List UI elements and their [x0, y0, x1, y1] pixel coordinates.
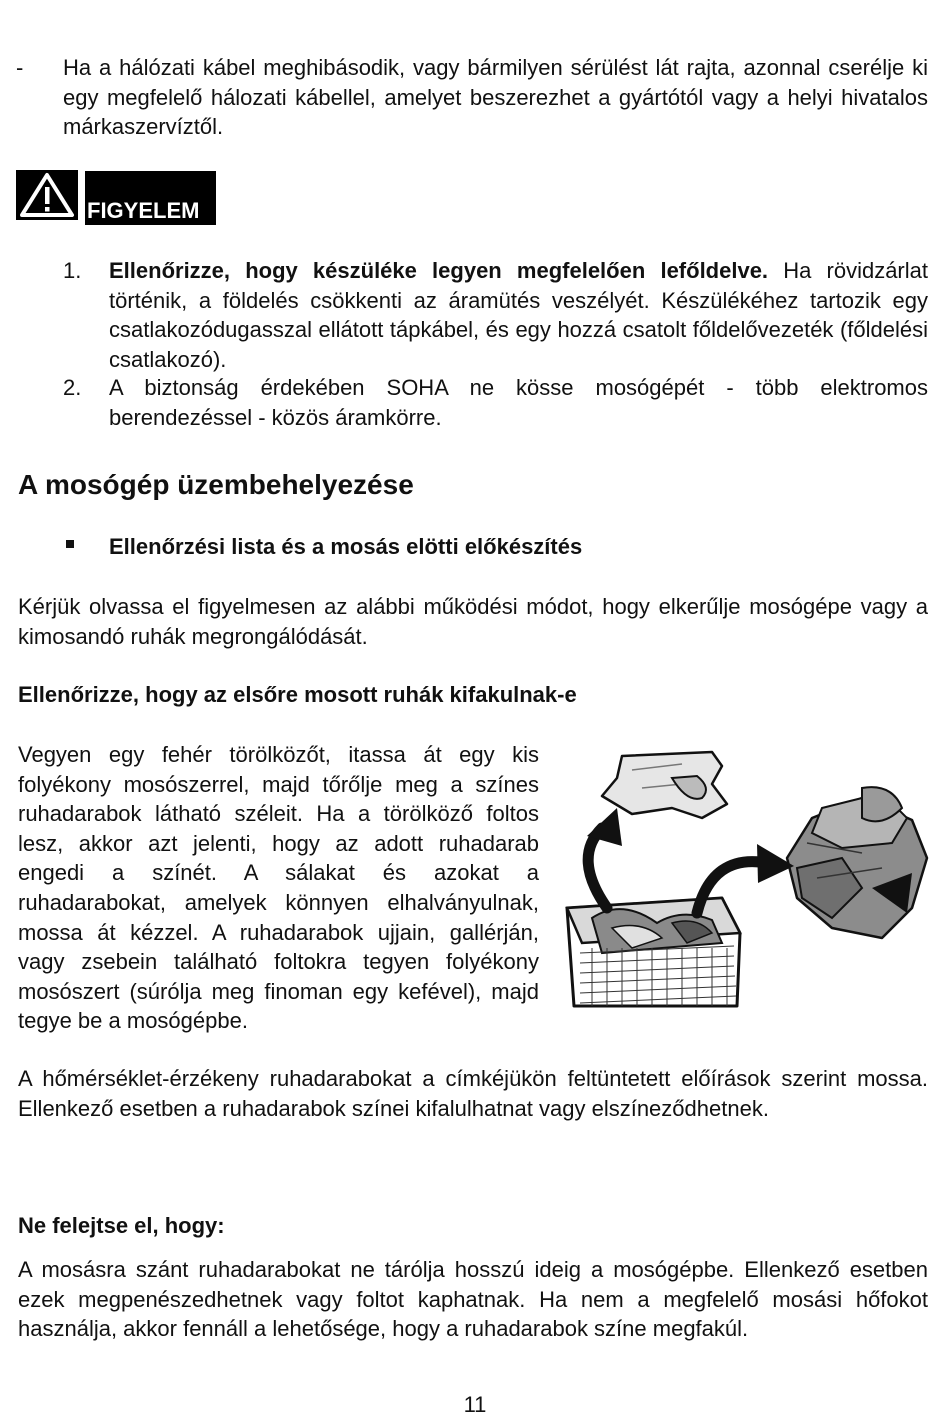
list-number: 1. — [63, 258, 82, 283]
intro-paragraph: Kérjük olvassa el figyelmesen az alábbi működési módot, hogy elkerűlje mosógépe vagy a kimosandó ruhák megrongálódását. — [18, 594, 928, 649]
curved-arrow-icon — [587, 808, 622, 908]
warning-triangle-icon — [16, 170, 78, 220]
page-number: 11 — [463, 1392, 487, 1417]
fade-check-heading: Ellenőrizze, hogy az elsőre mosott ruhák kifakulnak-e — [18, 682, 577, 707]
white-towel-icon — [602, 752, 727, 818]
cable-warning-text: Ha a hálózati kábel meghibásodik, vagy bármilyen sérülést lát rajta, azonnal cserélje ki egy megfelelő hálozati kábellel, amelyet beszerezhet a gyártótól vagy a helyi hivatalos márkaszervíztől. — [63, 55, 928, 140]
laundry-basket-icon — [567, 898, 740, 1006]
checklist-title: Ellenőrzési lista és a mosás elötti előkészítés — [109, 534, 583, 559]
remember-paragraph: A mosásra szánt ruhadarabokat ne tárólja hosszú ideig a mosógépbe. Ellenkező esetben ezek megpenészedhetnek vagy foltot kaphatnak. Ha nem a megfelelő mosási hőfokot használja, akkor fennáll a lehetősége, hogy a ruhadarabok színe megfakúl. — [18, 1257, 928, 1342]
list-item-grounding — [109, 256, 928, 374]
colored-clothes-pile-icon — [787, 787, 927, 938]
list-item-bold: Ellenőrizze, hogy készüléke legyen megfelelően lefőldelve. — [109, 258, 769, 283]
remember-heading: Ne felejtse el, hogy: — [18, 1213, 225, 1238]
section-heading: A mosógép üzembehelyezése — [18, 469, 414, 500]
laundry-sorting-illustration — [562, 748, 932, 1008]
list-marker: - — [16, 55, 24, 80]
temperature-paragraph: A hőmérséklet-érzékeny ruhadarabokat a címkéjükön feltüntetett előírások szerint mossa. Ellenkező esetben a ruhadarabok színei kifalulhatnat vagy elszíneződhetnek. — [18, 1066, 928, 1121]
warning-label: FIGYELEM — [85, 171, 216, 225]
list-number: 2. — [63, 375, 82, 400]
towel-test-paragraph: Vegyen egy fehér törölközőt, itassa át egy kis folyékony mosószerrel, majd tőrőlje meg a színes ruhadarabok látható széleit. Ha a törölköző foltos lesz, akkor azt jelenti, hogy az adott ruhadarab engedi a színét. A sálakat és azokat a ruhadarabokat, amelyek könnyen elhalványulnak, mossa át kézzel. A ruhadarabok ujjain, gallérján, vagy zsebein található foltokra tegyen folyékony mosószert (súrólja meg finoman egy kefével), majd tegye be a mosógépbe. — [18, 742, 539, 1034]
square-bullet-icon — [66, 540, 74, 548]
list-item-text: Ha rövidzárlat történik, a földelés csökkenti az áramütés veszélyét. Készülékéhez tartozik egy csatlakozódugasszal ellátott tápkábel, és egy hozzá csatolt főldelővezeték (főldelési csatlakozó). — [109, 258, 928, 372]
list-item-circuit: A biztonság érdekében SOHA ne kösse mosógépét - több elektromos berendezéssel - közös áramkörre. — [109, 375, 928, 430]
